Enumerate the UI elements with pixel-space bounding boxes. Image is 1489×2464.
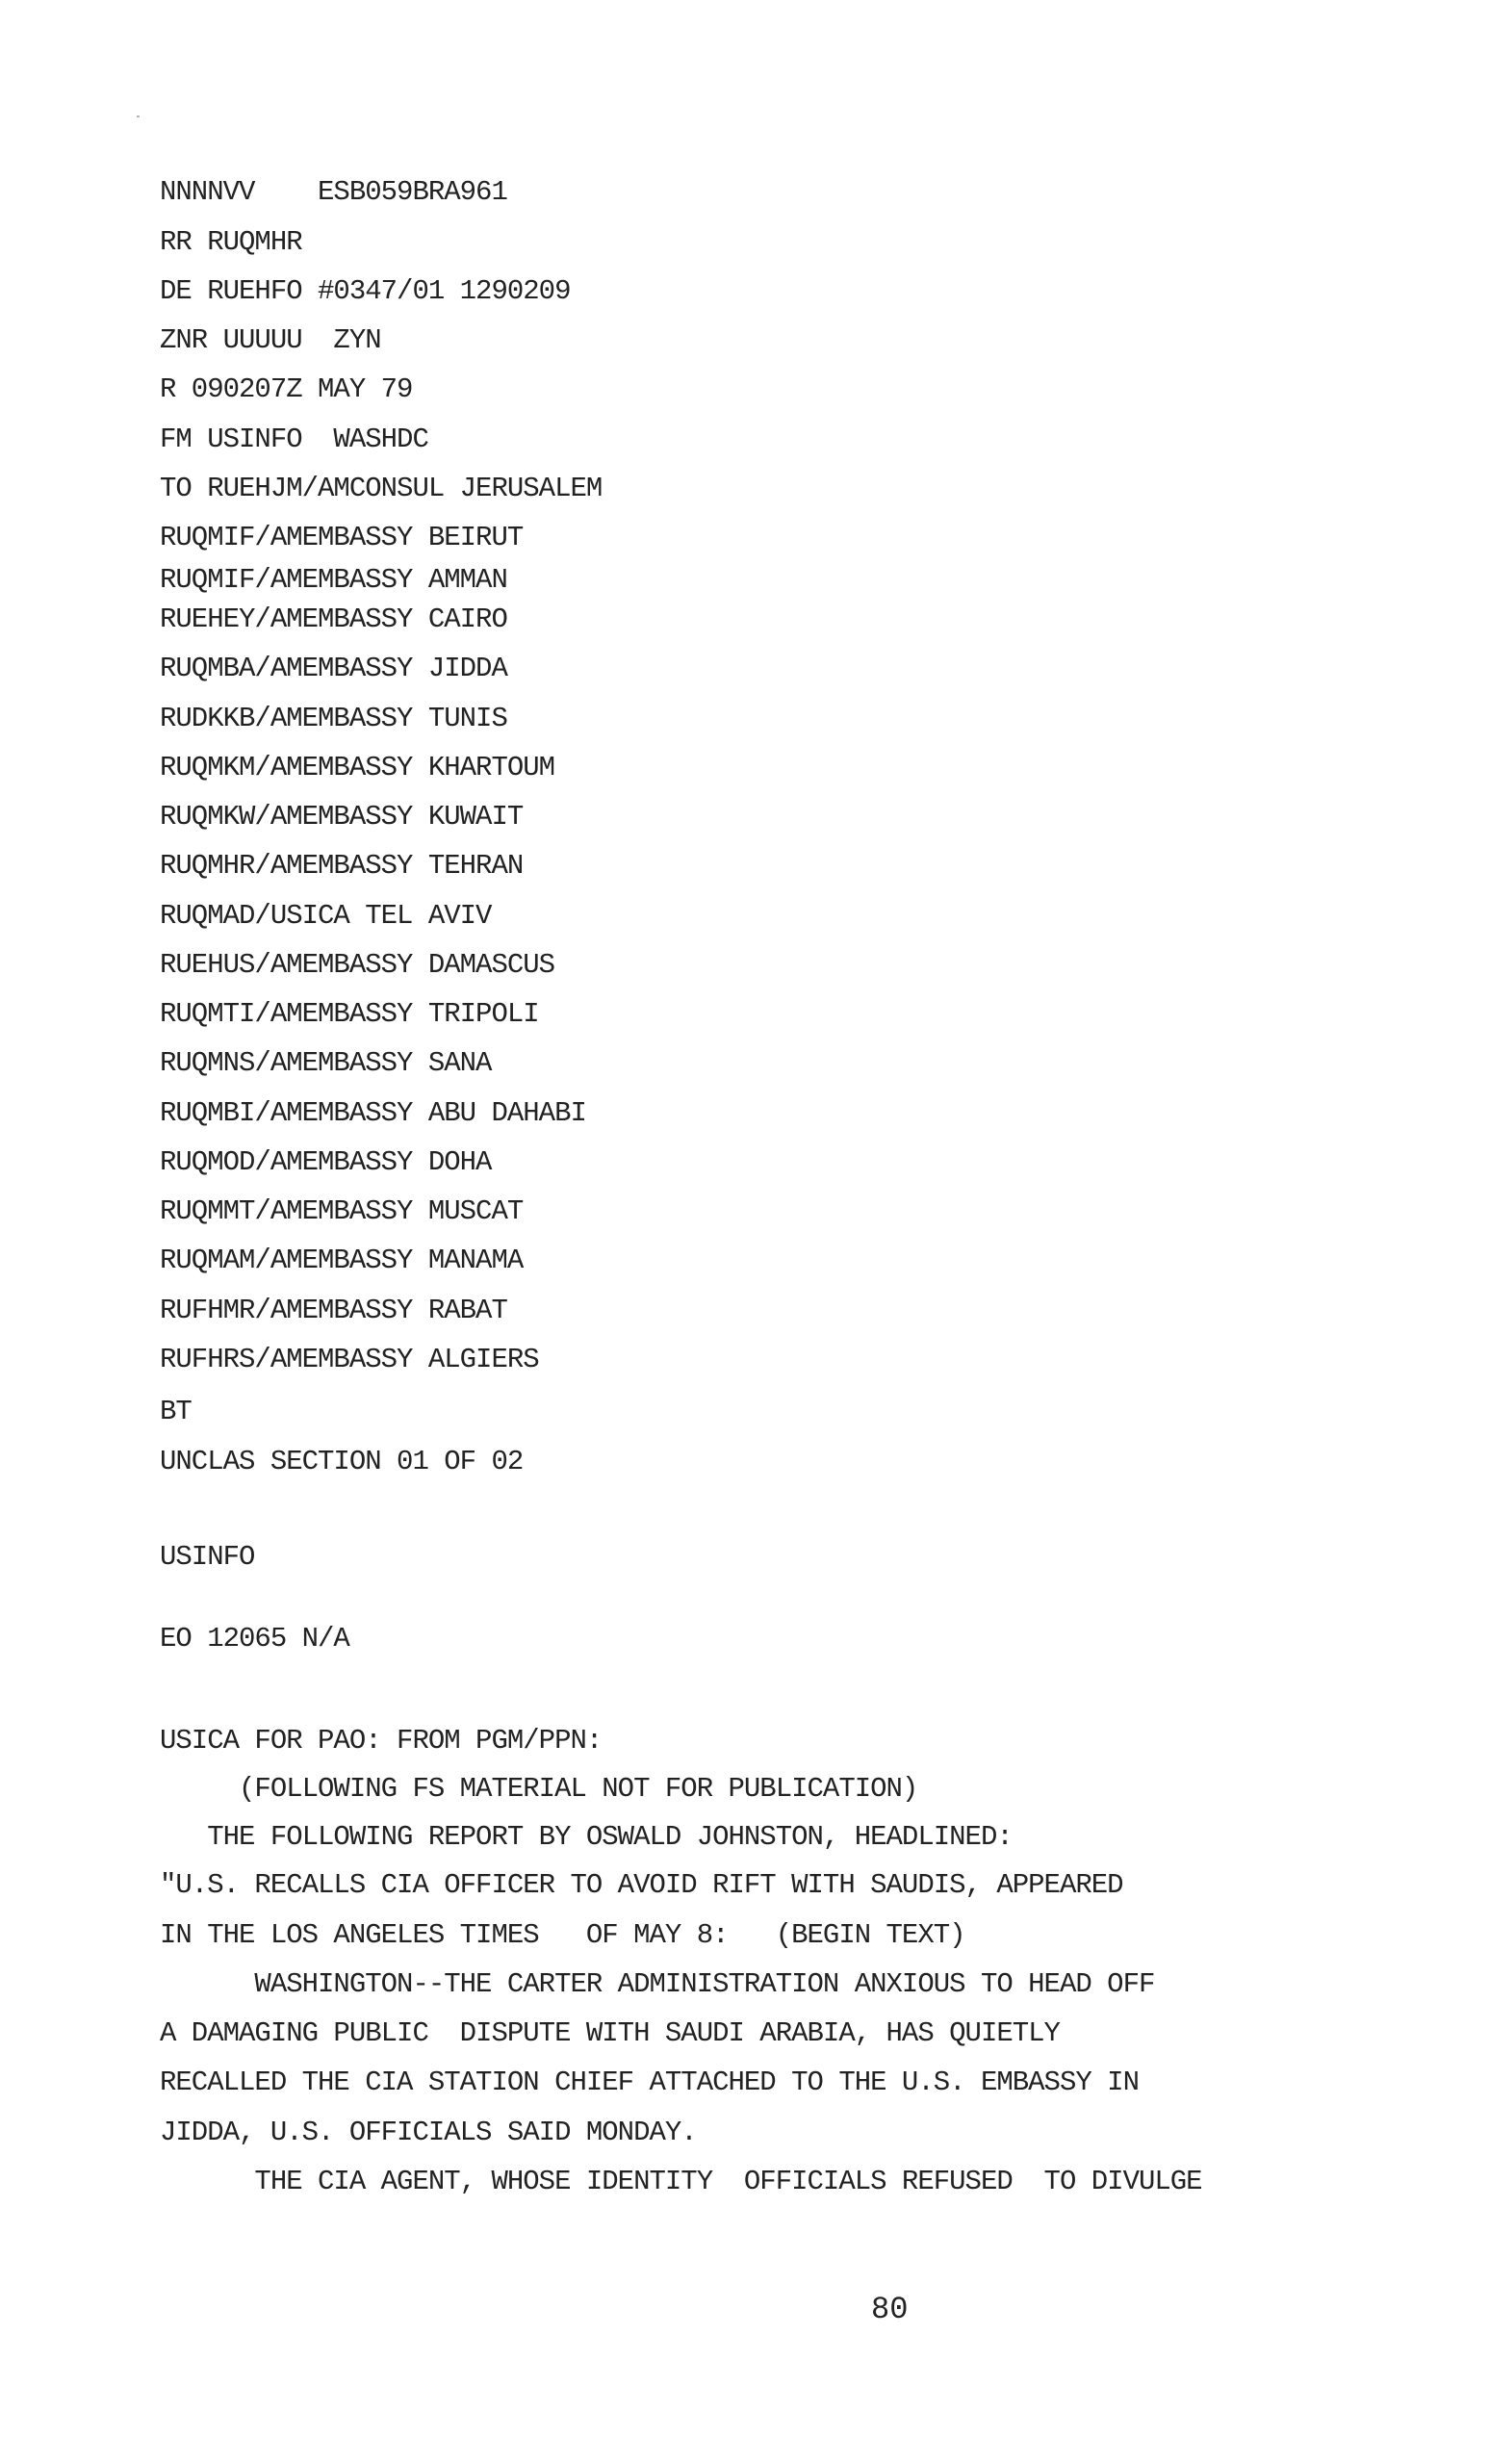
- classification-line: UNCLAS SECTION 01 OF 02: [160, 1446, 524, 1477]
- body-line: WASHINGTON--THE CARTER ADMINISTRATION ANXIOUS TO HEAD OFF: [160, 1968, 1155, 2000]
- addressee-line: RUQMNS/AMEMBASSY SANA: [160, 1047, 492, 1079]
- addressee-line: RUQMKM/AMEMBASSY KHARTOUM: [160, 752, 555, 783]
- to-line: TO RUEHJM/AMCONSUL JERUSALEM: [160, 473, 603, 504]
- body-line: IN THE LOS ANGELES TIMES OF MAY 8: (BEGIN TEXT): [160, 1919, 965, 1951]
- addressee-line: RUEHEY/AMEMBASSY CAIRO: [160, 603, 507, 635]
- addressee-line: RUQMOD/AMEMBASSY DOHA: [160, 1146, 492, 1178]
- addressee-line: RUEHUS/AMEMBASSY DAMASCUS: [160, 949, 555, 981]
- message-id-line: DE RUEHFO #0347/01 1290209: [160, 275, 571, 307]
- executive-order-line: EO 12065 N/A: [160, 1623, 349, 1655]
- scan-speck: [137, 116, 140, 117]
- addressee-line: RUQMHR/AMEMBASSY TEHRAN: [160, 850, 524, 882]
- source-line: USINFO: [160, 1541, 255, 1573]
- addressee-line: RUQMTI/AMEMBASSY TRIPOLI: [160, 998, 539, 1030]
- addressee-line: RUQMIF/AMEMBASSY BEIRUT: [160, 522, 524, 553]
- addressee-line: RUQMIF/AMEMBASSY AMMAN: [160, 564, 507, 596]
- classification-code-line: ZNR UUUUU ZYN: [160, 324, 381, 356]
- from-line: FM USINFO WASHDC: [160, 424, 428, 455]
- routing-line: NNNNVV ESB059BRA961: [160, 176, 507, 208]
- precedence-line: RR RUQMHR: [160, 226, 302, 258]
- addressee-line: RUQMAD/USICA TEL AVIV: [160, 900, 492, 932]
- addressee-line: RUQMAM/AMEMBASSY MANAMA: [160, 1245, 524, 1276]
- body-line: RECALLED THE CIA STATION CHIEF ATTACHED TO THE U.S. EMBASSY IN: [160, 2066, 1139, 2098]
- date-time-group: R 090207Z MAY 79: [160, 373, 413, 405]
- addressee-line: RUQMMT/AMEMBASSY MUSCAT: [160, 1195, 524, 1227]
- addressee-line: RUQMBA/AMEMBASSY JIDDA: [160, 653, 507, 684]
- addressee-line: RUQMBI/AMEMBASSY ABU DAHABI: [160, 1097, 586, 1129]
- addressee-line: RUQMKW/AMEMBASSY KUWAIT: [160, 801, 524, 833]
- body-line: JIDDA, U.S. OFFICIALS SAID MONDAY.: [160, 2117, 697, 2148]
- body-line: "U.S. RECALLS CIA OFFICER TO AVOID RIFT WITH SAUDIS, APPEARED: [160, 1869, 1123, 1901]
- addressee-line: RUDKKB/AMEMBASSY TUNIS: [160, 703, 507, 734]
- break-marker: BT: [160, 1396, 192, 1427]
- body-line: THE FOLLOWING REPORT BY OSWALD JOHNSTON, HEADLINED:: [160, 1821, 1013, 1853]
- addressee-line: RUFHMR/AMEMBASSY RABAT: [160, 1295, 507, 1326]
- page-number: 80: [871, 2292, 909, 2327]
- body-line: THE CIA AGENT, WHOSE IDENTITY OFFICIALS REFUSED TO DIVULGE: [160, 2166, 1202, 2197]
- body-line: A DAMAGING PUBLIC DISPUTE WITH SAUDI ARABIA, HAS QUIETLY: [160, 2017, 1060, 2049]
- addressee-line: RUFHRS/AMEMBASSY ALGIERS: [160, 1344, 539, 1375]
- body-line: USICA FOR PAO: FROM PGM/PPN:: [160, 1725, 603, 1757]
- body-line: (FOLLOWING FS MATERIAL NOT FOR PUBLICATION): [160, 1773, 918, 1805]
